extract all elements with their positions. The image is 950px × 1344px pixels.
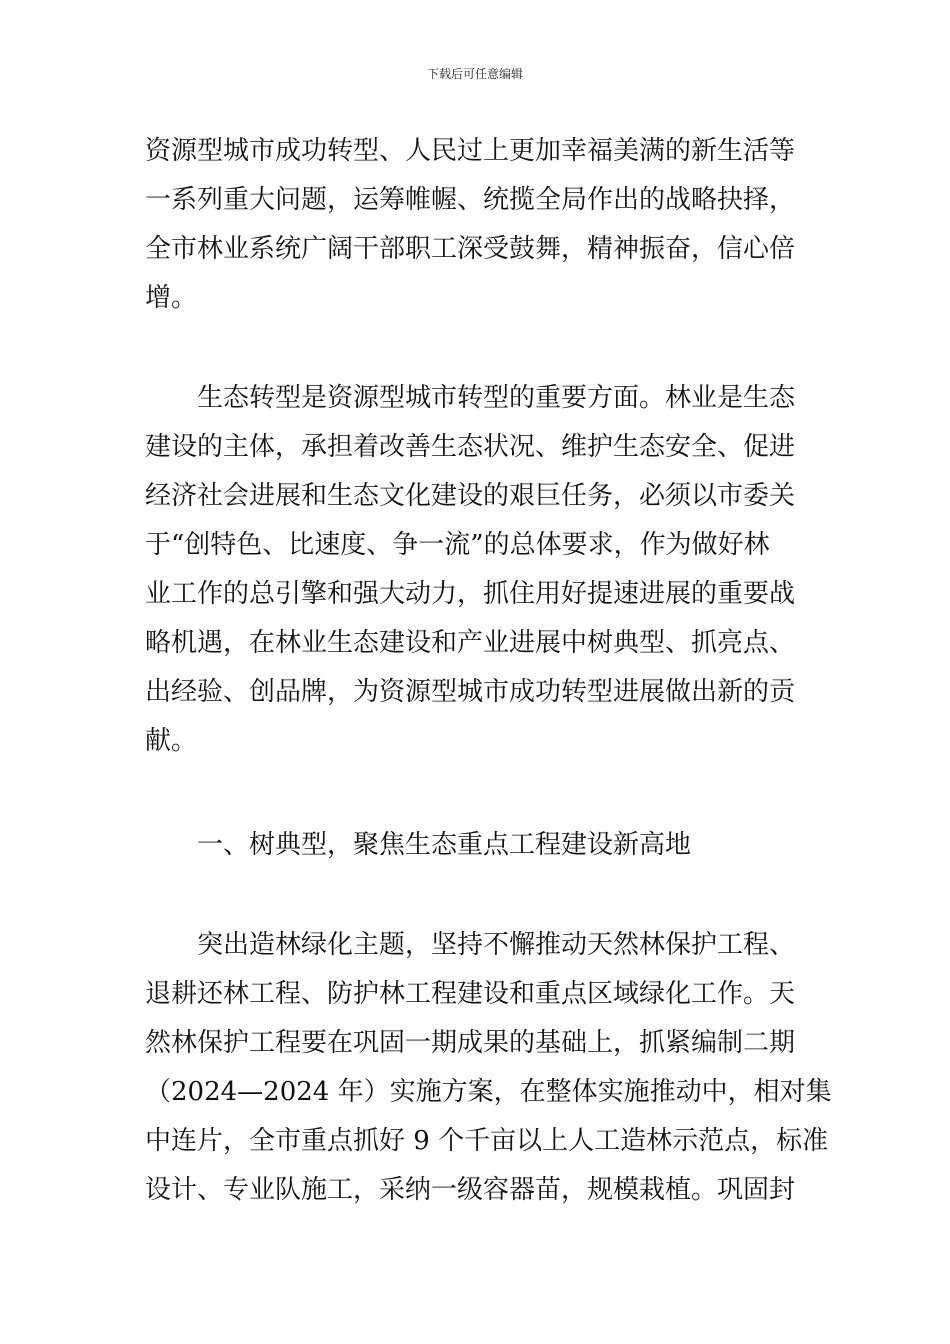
text-line: 全市林业系统广阔干部职工深受鼓舞，精神振奋，信心倍 <box>145 234 796 264</box>
text-line: 中连片，全市重点抓好 9 个千亩以上人工造林示范点，标准 <box>145 1126 829 1156</box>
text-line: 退耕还林工程、防护林工程建设和重点区域绿化工作。天 <box>145 979 796 1009</box>
text-line: 建设的主体，承担着改善生态状况、维护生态安全、促进 <box>145 432 796 462</box>
text-line: 献。 <box>145 726 198 756</box>
text-line: （2024—2024 年）实施方案，在整体实施推动中，相对集 <box>145 1077 832 1107</box>
text-line: 一系列重大问题，运筹帷幄、统揽全局作出的战略抉择， <box>145 185 796 215</box>
text-line: 增。 <box>145 283 198 313</box>
text-line: 略机遇，在林业生态建设和产业进展中树典型、抓亮点、 <box>145 628 796 658</box>
text-line: 于“创特色、比速度、争一流”的总体要求，作为做好林 <box>145 530 770 560</box>
text-line: 生态转型是资源型城市转型的重要方面。林业是生态 <box>197 383 796 413</box>
text-line: 突出造林绿化主题，坚持不懈推动天然林保护工程、 <box>197 930 796 960</box>
text-line: 一、树典型，聚焦生态重点工程建设新高地 <box>197 830 692 860</box>
text-line: 然林保护工程要在巩固一期成果的基础上，抓紧编制二期 <box>145 1028 796 1058</box>
text-line: 设计、专业队施工，采纳一级容器苗，规模栽植。巩固封 <box>145 1175 796 1205</box>
text-line: 业工作的总引擎和强大动力，抓住用好提速进展的重要战 <box>145 579 796 609</box>
text-line: 资源型城市成功转型、人民过上更加幸福美满的新生活等 <box>145 136 796 166</box>
header-note: 下载后可任意编辑 <box>426 67 523 81</box>
text-line: 经济社会进展和生态文化建设的艰巨任务，必须以市委关 <box>145 481 796 511</box>
text-line: 出经验、创品牌，为资源型城市成功转型进展做出新的贡 <box>145 677 796 707</box>
